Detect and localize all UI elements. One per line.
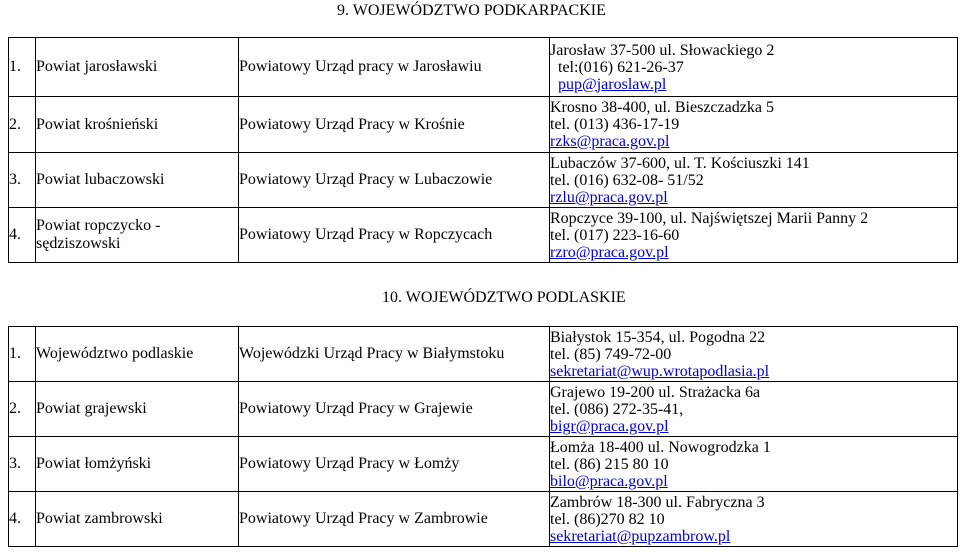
office-name: Powiatowy Urząd Pracy w Krośnie xyxy=(239,97,550,153)
address: Łomża 18-400 ul. Nowogrodzka 1 xyxy=(550,438,771,456)
email-link[interactable]: rzro@praca.gov.pl xyxy=(550,243,669,261)
district-name: Powiat jarosławski xyxy=(36,38,239,97)
table-row xyxy=(9,208,958,263)
office-name: Powiatowy Urząd Pracy w Ropczycach xyxy=(239,208,550,263)
address: Białystok 15-354, ul. Pogodna 22 xyxy=(550,328,766,346)
email-link[interactable]: pup@jaroslaw.pl xyxy=(558,75,667,93)
contact-cell xyxy=(550,327,958,382)
district-name: Powiat łomżyński xyxy=(36,437,239,492)
table-row xyxy=(9,38,958,97)
address: Jarosław 37-500 ul. Słowackiego 2 xyxy=(550,41,775,59)
email-link[interactable]: sekretariat@wup.wrotapodlasia.pl xyxy=(550,362,770,380)
address: Grajewo 19-200 ul. Strażacka 6a xyxy=(550,383,761,401)
office-name: Powiatowy Urząd pracy w Jarosławiu xyxy=(239,38,550,97)
district-name: Powiat krośnieński xyxy=(36,97,239,153)
district-name: Powiat lubaczowski xyxy=(36,153,239,208)
contact-cell xyxy=(550,208,958,263)
email-link[interactable]: sekretariat@pupzambrow.pl xyxy=(550,527,731,545)
district-name: Powiat grajewski xyxy=(36,382,239,437)
phone: tel. (86)270 82 10 xyxy=(550,510,665,528)
row-number: 4. xyxy=(9,208,36,263)
row-number: 2. xyxy=(9,382,36,437)
phone: tel. (086) 272-35-41, xyxy=(550,400,684,418)
contact-cell xyxy=(550,153,958,208)
office-name: Wojewódzki Urząd Pracy w Białymstoku xyxy=(239,327,550,382)
address: Ropczyce 39-100, ul. Najświętszej Marii Panny 2 xyxy=(550,209,869,227)
table-row xyxy=(9,97,958,153)
district-name-line2: sędziszowski xyxy=(36,235,121,252)
phone: tel. (017) 223-16-60 xyxy=(550,226,680,244)
row-number: 2. xyxy=(9,97,36,153)
phone: tel. (86) 215 80 10 xyxy=(550,455,669,473)
table-row xyxy=(9,327,958,382)
phone: tel. (013) 436-17-19 xyxy=(550,116,680,133)
contact-cell xyxy=(550,382,958,437)
contact-cell xyxy=(550,38,958,97)
office-name: Powiatowy Urząd Pracy w Grajewie xyxy=(239,382,550,437)
district-name-line1: Powiat ropczycko - xyxy=(36,217,161,234)
address: Lubaczów 37-600, ul. T. Kościuszki 141 xyxy=(550,154,810,172)
address: Krosno 38-400, ul. Bieszczadzka 5 xyxy=(550,99,774,116)
email-link[interactable]: rzks@praca.gov.pl xyxy=(550,133,670,150)
email-link[interactable]: rzlu@praca.gov.pl xyxy=(550,188,668,206)
table-podlaskie xyxy=(8,326,958,547)
table-row xyxy=(9,153,958,208)
address: Zambrów 18-300 ul. Fabryczna 3 xyxy=(550,493,765,511)
office-name: Powiatowy Urząd Pracy w Zambrowie xyxy=(239,492,550,547)
row-number: 3. xyxy=(9,437,36,492)
row-number: 3. xyxy=(9,153,36,208)
phone: tel. (85) 749-72-00 xyxy=(550,345,672,363)
district-name xyxy=(36,208,239,263)
table-row xyxy=(9,492,958,547)
office-name: Powiatowy Urząd Pracy w Łomży xyxy=(239,437,550,492)
table-row xyxy=(9,382,958,437)
phone: tel. (016) 632-08- 51/52 xyxy=(550,171,704,189)
phone: tel:(016) 621-26-37 xyxy=(558,58,684,76)
table-row xyxy=(9,437,958,492)
office-name: Powiatowy Urząd Pracy w Lubaczowie xyxy=(239,153,550,208)
row-number: 1. xyxy=(9,327,36,382)
district-name: Województwo podlaskie xyxy=(36,327,239,382)
contact-cell xyxy=(550,492,958,547)
table-podkarpackie xyxy=(8,37,958,263)
email-link[interactable]: bigr@praca.gov.pl xyxy=(550,417,669,435)
section-heading-podlaskie: 10. WOJEWÓDZTWO PODLASKIE xyxy=(382,289,626,306)
row-number: 1. xyxy=(9,38,36,97)
section-heading-podkarpackie: 9. WOJEWÓDZTWO PODKARPACKIE xyxy=(337,2,606,19)
contact-cell xyxy=(550,97,958,153)
district-name: Powiat zambrowski xyxy=(36,492,239,547)
row-number: 4. xyxy=(9,492,36,547)
contact-cell xyxy=(550,437,958,492)
email-link[interactable]: bilo@praca.gov.pl xyxy=(550,472,668,490)
